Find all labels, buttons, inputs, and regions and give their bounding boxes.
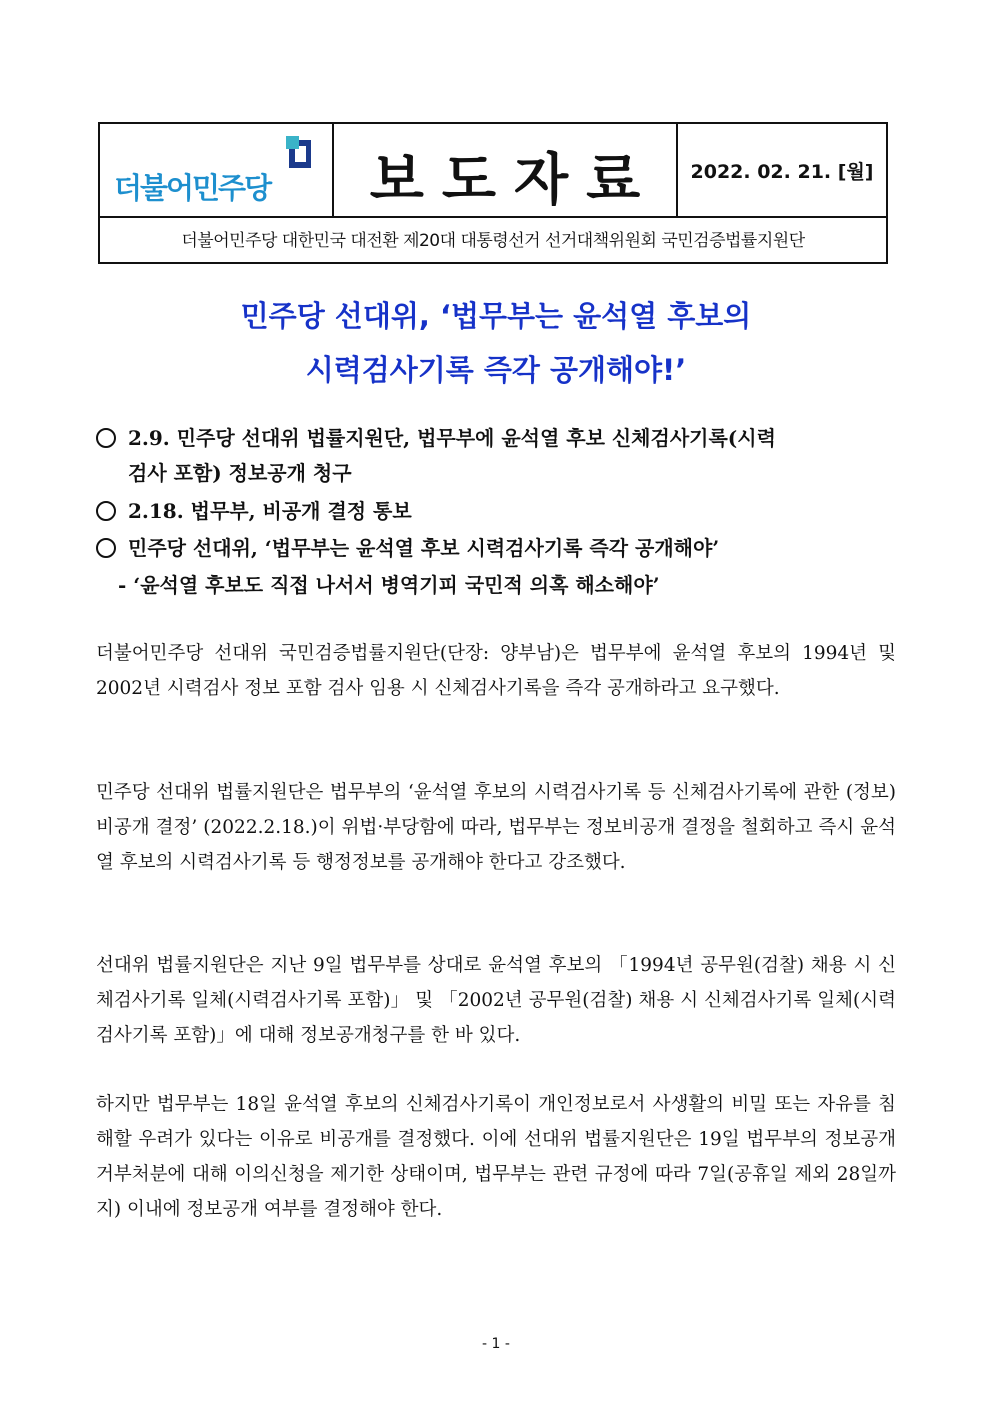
summary-item-3	[96, 532, 719, 561]
body-paragraph-3: 선대위 법률지원단은 지난 9일 법무부를 상대로 윤석열 후보의 「1994년 공무원(검찰) 채용 시 신체검사기록 일체(시력검사기록 포함)」 및 「2002년 공무원(검찰) 채용 시 신체검사기록 일체(시력검사기록 포함)」에 대해 정보공개청구를 한 바 있다.	[96, 955, 896, 1046]
circle-bullet-icon	[96, 538, 116, 558]
headline-line-2: 시력검사기록 즉각 공개해야!’	[305, 353, 687, 387]
body-paragraph-2: 민주당 선대위 법률지원단은 법무부의 ‘윤석열 후보의 시력검사기록 등 신체검사기록에 관한 (정보) 비공개 결정’ (2022.2.18.)이 위법·부당함에 따라, 법무부는 정보비공개 결정을 철회하고 즉시 윤석열 후보의 시력검사기록 등 행정정보를 공개해야 한다고 강조했다.	[96, 782, 896, 873]
body-paragraph-1: 더불어민주당 선대위 국민검증법률지원단(단장: 양부남)은 법무부에 윤석열 후보의 1994년 및 2002년 시력검사 정보 포함 검사 임용 시 신체검사기록을 즉각 공개하라고 요구했다.	[96, 643, 896, 699]
press-release-title: 보도자료	[369, 148, 659, 213]
header-bottom-row	[100, 216, 886, 262]
party-logo	[100, 124, 334, 216]
summary-item-3-sub: - ‘윤석열 후보도 직접 나서서 병역기피 국민적 의혹 해소해야’	[118, 573, 660, 597]
release-date: 2022. 02. 21. [월]	[690, 161, 874, 183]
header-top-row	[100, 124, 886, 218]
page-number: - 1 -	[482, 1336, 510, 1352]
headline-line-1: 민주당 선대위, ‘법무부는 윤석열 후보의	[240, 299, 752, 333]
body-paragraph-4: 하지만 법무부는 18일 윤석열 후보의 신체검사기록이 개인정보로서 사생활의 비밀 또는 자유를 침해할 우려가 있다는 이유로 비공개를 결정했다. 이에 선대위 법률지원단은 19일 법무부의 정보공개 거부처분에 대해 이의신청을 제기한 상태이며, 법무부는 관련 규정에 따라 7일(공휴일 제외 28일까지) 이내에 정보공개 여부를 결정해야 한다.	[96, 1094, 896, 1220]
summary-item-1-continuation: 검사 포함) 정보공개 청구	[128, 461, 352, 485]
circle-bullet-icon	[96, 501, 116, 521]
press-release-header	[98, 122, 888, 264]
summary-item-1-text: 2.9. 민주당 선대위 법률지원단, 법무부에 윤석열 후보 신체검사기록(시력	[128, 426, 776, 450]
organization-name: 더불어민주당 대한민국 대전환 제20대 대통령선거 선거대책위원회 국민검증법률지원단	[181, 231, 805, 251]
summary-item-3-text: 민주당 선대위, ‘법무부는 윤석열 후보 시력검사기록 즉각 공개해야’	[128, 536, 720, 560]
date-cell	[678, 124, 886, 216]
summary-item-2	[96, 495, 412, 524]
summary-item-1	[96, 422, 776, 451]
party-logo-text: 더불어민주당	[114, 171, 271, 205]
summary-item-2-text: 2.18. 법무부, 비공개 결정 통보	[128, 499, 412, 523]
title-cell	[334, 124, 678, 216]
circle-bullet-icon	[96, 428, 116, 448]
party-logo-mark-icon	[286, 136, 316, 174]
